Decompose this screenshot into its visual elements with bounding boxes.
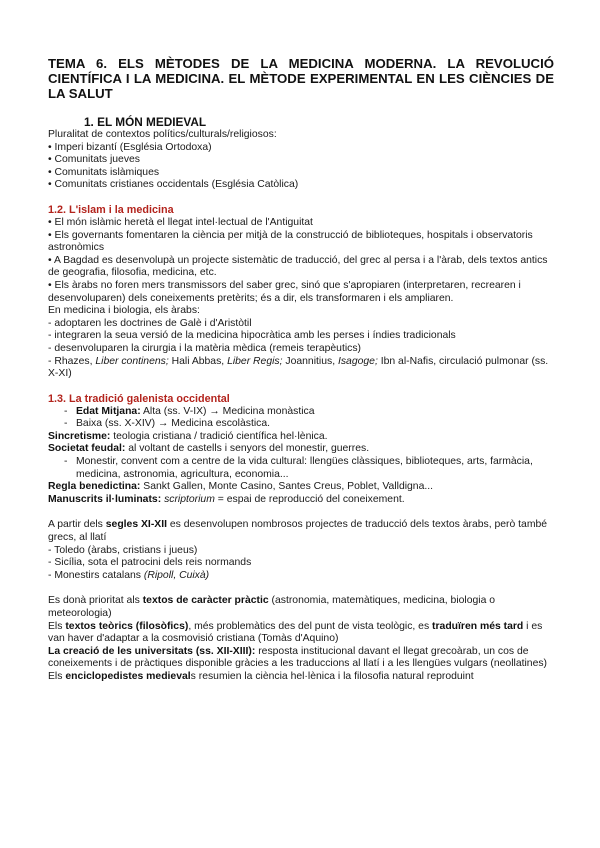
rhazes-work: Liber continens;	[95, 355, 169, 367]
document-page	[48, 56, 554, 684]
list-item: - integraren la seua versió de la medicina hipocràtica amb les perses i índies tradicionals	[48, 330, 456, 342]
list-item: - Toledo (àrabs, cristians i jueus)	[48, 544, 198, 556]
list-item: • Els àrabs no foren mers transmissors del saber grec, sinó que s'apropiaren (interpretaren, recrearen i desenvoluparen) dels coneixements pretèrits; és a dir, els transformaren i els ampliaren.	[48, 279, 521, 304]
list-item: • A Bagdad es desenvolupà un projecte sistemàtic de traducció, del grec al persa i a l'àrab, dels textos antics de geografia, filosofia, medicina, etc.	[48, 254, 548, 279]
teorics-paragraph: Els textos teòrics (filosòfics), més problemàtics des del punt de vista teològic, es traduïren més tard i es van haver d'adaptar a la cosmovisió cristiana (Tomàs d'Aquino)	[48, 620, 543, 645]
monestir-line: - Monestir, convent com a centre de la vida cultural: llengües clàssiques, biblioteques, arts, farmàcia, medicina, astronomia, agricultura, economia...	[64, 456, 533, 480]
rhazes-text: Ibn al-Nafis, circulació pulmonar (ss. X-XI)	[48, 355, 549, 380]
universitats-paragraph: La creació de les universitats (ss. XII-XIII): resposta institucional davant el llegat grecoàrab, un cos de coneixements i de pràctiques disponible gràcies a les traduccions al llatí i a les llengües vulgars (neollatines)	[48, 645, 548, 670]
section-galenista	[48, 393, 554, 507]
rhazes-text: - Rhazes,	[48, 355, 96, 367]
rhazes-text: Joannitius,	[282, 355, 338, 367]
list-item: - adoptaren les doctrines de Galè i d'Aristòtil	[48, 317, 252, 329]
manuscrits-line: Manuscrits il·luminats: scriptorium = espai de reproducció del coneixement.	[48, 493, 405, 505]
section-heading-mon-medieval: 1. EL MÓN MEDIEVAL	[84, 115, 207, 129]
sincretisme-line: Sincretisme: teologia cristiana / tradició científica hel·lènica.	[48, 430, 328, 442]
baixa-line: - Baixa (ss. X-XIV) → Medicina escolàstica.	[64, 418, 271, 430]
list-item: • Comunitats cristianes occidentals (Església Catòlica)	[48, 179, 299, 191]
edat-mitjana-line: - Edat Mitjana: Alta (ss. V-IX) → Medicina monàstica	[64, 405, 315, 417]
list-item: • Els governants fomentaren la ciència per mitjà de la construcció de biblioteques, hospitals i observatoris astronòmics	[48, 229, 533, 254]
list-item: • Comunitats islàmiques	[48, 166, 160, 178]
section-islam	[48, 204, 554, 381]
section-heading-galenista: 1.3. La tradició galenista occidental	[48, 392, 230, 405]
rhazes-work: Liber Regis;	[227, 355, 283, 367]
list-item: - desenvoluparen la cirurgia i la matèria mèdica (remeis terapèutics)	[48, 342, 362, 354]
section-intro: Pluralitat de contextos polítics/culturals/religiosos:	[48, 129, 277, 140]
rhazes-work: Isagoge;	[337, 355, 378, 367]
term-label: Societat feudal:	[48, 443, 126, 455]
list-item: - Monestirs catalans (Ripoll, Cuixà)	[48, 569, 210, 581]
term-label: Sincretisme:	[48, 430, 111, 442]
segles-paragraph: A partir dels segles XI-XII es desenvolupen nombrosos projectes de traducció dels textos àrabs, però també grecs, al llatí	[48, 519, 548, 544]
list-item: • Comunitats jueves	[48, 154, 140, 166]
feudal-line: Societat feudal: al voltant de castells i senyors del monestir, guerres.	[48, 443, 370, 455]
list-item: • Imperi bizantí (Església Ortodoxa)	[48, 141, 212, 153]
section-heading-islam: 1.2. L'islam i la medicina	[48, 203, 174, 216]
regla-line: Regla benedictina: Sankt Gallen, Monte Casino, Santes Creus, Poblet, Valldigna...	[48, 481, 434, 493]
document-title: TEMA 6. ELS MÈTODES DE LA MEDICINA MODERNA. LA REVOLUCIÓ CIENTÍFICA I LA MEDICINA. EL MÈTODE EXPERIMENTAL EN LES CIÈNCIES DE LA SALUT	[48, 56, 554, 101]
list-item: - Sicília, sota el patrocini dels reis normands	[48, 557, 252, 569]
term-label: Edat Mitjana:	[76, 405, 141, 417]
rhazes-text: Hali Abbas,	[168, 355, 228, 367]
medicine-intro: En medicina i biologia, els àrabs:	[48, 305, 200, 317]
enciclopedistes-paragraph: Els enciclopedistes medievals resumien la ciència hel·lènica i la filosofia natural reproduint	[48, 670, 474, 682]
list-item: • El món islàmic heretà el llegat intel·lectual de l'Antiguitat	[48, 216, 313, 228]
rhazes-line	[48, 356, 554, 381]
term-label: Manuscrits il·luminats:	[48, 493, 162, 505]
practic-paragraph: Es donà prioritat als textos de caràcter pràctic (astronomia, matemàtiques, medicina, biologia o meteorologia)	[48, 595, 496, 619]
term-label: Regla benedictina:	[48, 481, 141, 493]
